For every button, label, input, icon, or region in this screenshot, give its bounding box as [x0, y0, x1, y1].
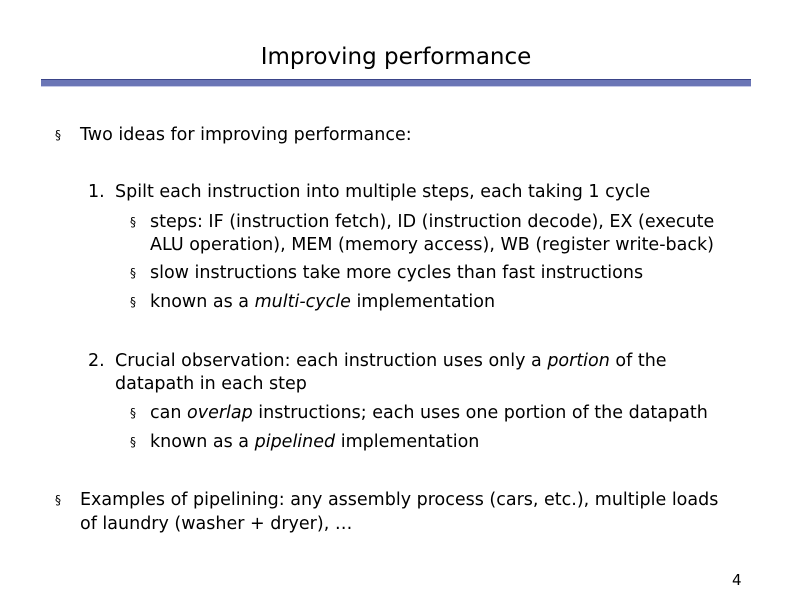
bullet-text-continued: of laundry (washer + dryer), …: [80, 514, 353, 534]
list-number: 2.: [88, 351, 105, 371]
emphasis-text: portion: [547, 351, 610, 371]
sub-bullet-text: known as a pipelined implementation: [150, 432, 480, 452]
page-number: 4: [732, 571, 742, 589]
sub-bullet-text: slow instructions take more cycles than fast instructions: [150, 263, 644, 283]
bullet-icon: §: [130, 295, 136, 309]
bullet-text: Two ideas for improving performance:: [80, 125, 412, 145]
bullet-icon: §: [55, 493, 61, 507]
list-item-text-continued: datapath in each step: [115, 374, 307, 394]
bullet-icon: §: [130, 215, 136, 229]
list-item-text: Spilt each instruction into multiple steps, each taking 1 cycle: [115, 182, 651, 202]
title-underline: [41, 79, 751, 87]
bullet-text: Examples of pipelining: any assembly process (cars, etc.), multiple loads: [80, 490, 719, 510]
bullet-icon: §: [55, 128, 61, 142]
sub-bullet-text: steps: IF (instruction fetch), ID (instruction decode), EX (execute: [150, 212, 715, 232]
sub-bullet-text: can overlap instructions; each uses one portion of the datapath: [150, 403, 708, 423]
list-item-text: Crucial observation: each instruction uses only a portion of the: [115, 351, 667, 371]
emphasis-text: multi-cycle: [254, 292, 351, 312]
emphasis-text: overlap: [187, 403, 253, 423]
emphasis-text: pipelined: [254, 432, 336, 452]
bullet-icon: §: [130, 406, 136, 420]
sub-bullet-text: known as a multi-cycle implementation: [150, 292, 496, 312]
bullet-icon: §: [130, 435, 136, 449]
slide-title: Improving performance: [260, 44, 532, 70]
list-number: 1.: [88, 182, 105, 202]
sub-bullet-text-continued: ALU operation), MEM (memory access), WB (register write-back): [150, 235, 714, 255]
bullet-icon: §: [130, 266, 136, 280]
